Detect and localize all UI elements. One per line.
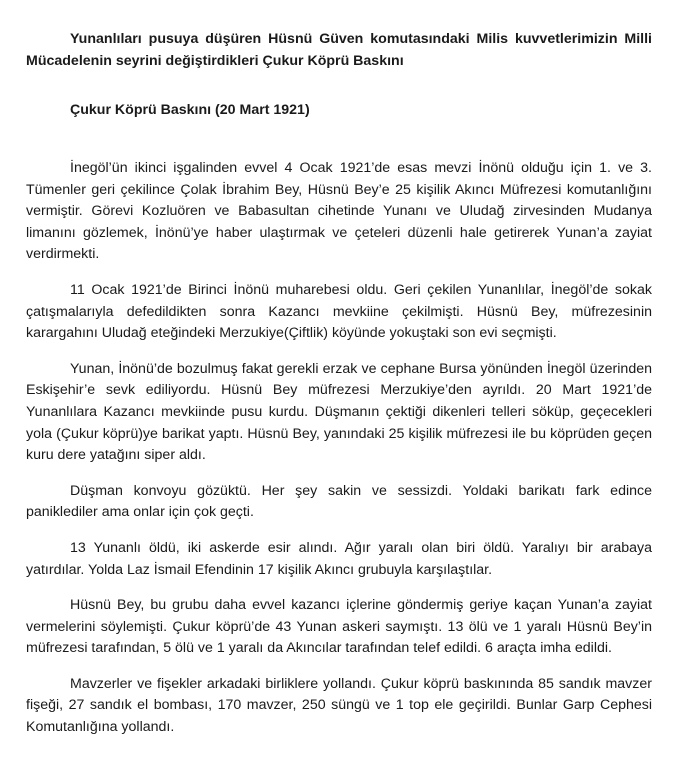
paragraph: Yunan, İnönü’de bozulmuş fakat gerekli erzak ve cephane Bursa yönünden İnegöl üzerinden Eskişehir’e sevk ediliyordu. Hüsnü Bey müfrezesi Merzukiye’den ayrıldı. 20 Mart 1921’de Yunanlılara Kazancı mevkiinde pusu kurdu. Düşmanın çektiği dikenleri telleri söküp, geçecekleri yola (Çukur köprü)ye barikat yaptı. Hüsnü Bey, yanındaki 25 kişilik müfrezesi ile bu köprüden geçen kuru dere yatağını siper aldı. xyxy=(26,360,652,464)
document-body xyxy=(26,158,652,739)
paragraph: 11 Ocak 1921’de Birinci İnönü muharebesi oldu. Geri çekilen Yunanlılar, İnegöl’de sokak çatışmalarıyla defedildikten sonra Kazancı mevkiine çekilmişti. Hüsnü Bey, müfrezesinin karargahını Uludağ eteğindeki Merzukiye(Çiftlik) köyünde yokuştaki son evi seçmişti. xyxy=(26,281,652,342)
section-title: Çukur Köprü Baskını (20 Mart 1921) xyxy=(70,102,310,118)
paragraph: Düşman konvoyu gözüktü. Her şey sakin ve sessizdi. Yoldaki barikatı fark edince paniklediler ama onlar için çok geçti. xyxy=(26,482,652,521)
paragraph: İnegöl’ün ikinci işgalinden evvel 4 Ocak 1921’de esas mevzi İnönü olduğu için 1. ve 3. Tümenler geri çekilince Çolak İbrahim Bey, Hüsnü Bey’e 25 kişilik Akıncı Müfrezesi komutanlığını vermiştir. Görevi Kozluören ve Babasultan cihetinde Yunanı ve Uludağ zirvesinden Mudanya limanını gözlemek, İnönü’ye haber ulaştırmak ve çeteleri düzenli hale getirerek Yunan’a zayiat verdirmekti. xyxy=(26,160,652,263)
document-title: Yunanlıları pusuya düşüren Hüsnü Güven komutasındaki Milis kuvvetlerimizin Milli Mücadelenin seyrini değiştirdikleri Çukur Köprü Baskını xyxy=(26,31,652,69)
paragraph: Mavzerler ve fişekler arkadaki birliklere yollandı. Çukur köprü baskınında 85 sandık mavzer fişeği, 27 sandık el bombası, 170 mavzer, 250 süngü ve 1 top ele geçirildi. Bunlar Garp Cephesi Komutanlığına yollandı. xyxy=(26,675,652,736)
paragraph: 13 Yunanlı öldü, iki askerde esir alındı. Ağır yaralı olan biri öldü. Yaralıyı bir arabaya yatırdılar. Yolda Laz İsmail Efendinin 17 kişilik Akıncı grubuyla karşılaştılar. xyxy=(26,539,652,578)
paragraph: Hüsnü Bey, bu grubu daha evvel kazancı içlerine göndermiş geriye kaçan Yunan’a zayiat vermelerini söylemişti. Çukur köprü’de 43 Yunan askeri saymıştı. 13 ölü ve 1 yaralı Hüsnü Bey’in müfrezesi tarafından, 5 ölü ve 1 yaralı da Akıncılar tarafından telef edildi. 6 araçta imha edildi. xyxy=(26,597,652,657)
